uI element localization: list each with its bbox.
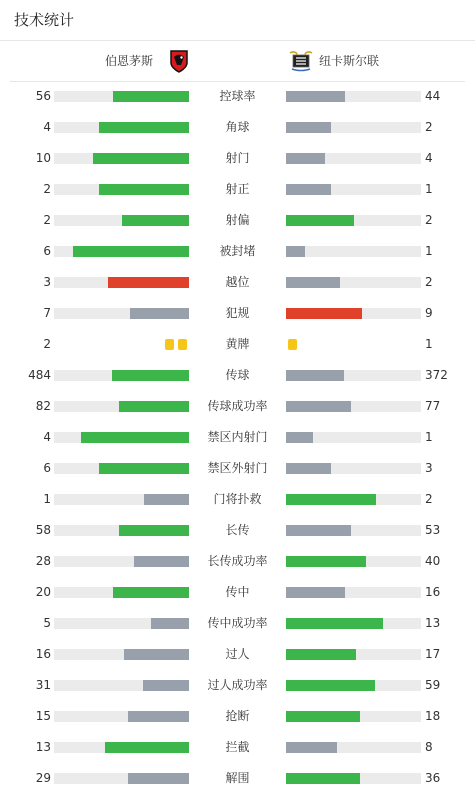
home-stat-value: 484 [28, 368, 51, 382]
away-stat-bar [286, 308, 421, 319]
stat-label: 禁区内射门 [207, 430, 268, 444]
home-stat-bar [54, 494, 189, 505]
away-stat-bar [286, 246, 421, 257]
away-stat-value: 40 [425, 554, 441, 568]
home-stat-bar-fill [119, 401, 189, 412]
away-stat-bar [286, 401, 421, 412]
home-stat-bar-fill [108, 277, 189, 288]
away-stat-value: 372 [425, 368, 448, 382]
home-stat-value: 6 [43, 461, 51, 475]
stat-row [0, 112, 475, 143]
stat-row [0, 608, 475, 639]
away-stat-bar-fill [286, 277, 340, 288]
stat-label: 传中 [225, 585, 250, 599]
away-stat-bar-fill [286, 463, 331, 474]
home-stat-bar [54, 463, 189, 474]
away-stat-bar-fill [286, 525, 351, 536]
home-stat-bar [54, 401, 189, 412]
away-stat-bar [286, 711, 421, 722]
home-team-name[interactable]: 伯恩茅斯 [104, 54, 153, 68]
home-stat-bar-fill [113, 91, 189, 102]
away-stat-value: 36 [425, 771, 441, 785]
stat-label: 射门 [225, 151, 250, 165]
home-stat-bar [54, 184, 189, 195]
away-stat-value: 4 [425, 151, 433, 165]
away-stat-bar-fill [286, 215, 354, 226]
home-stat-bar [54, 742, 189, 753]
page-title: 技术统计 [0, 0, 475, 41]
home-stat-bar [54, 246, 189, 257]
home-stat-bar-fill [99, 122, 189, 133]
stat-label: 长传成功率 [207, 554, 268, 568]
stat-row [0, 174, 475, 205]
stat-label: 解围 [225, 771, 250, 785]
away-stat-value: 2 [425, 120, 433, 134]
stat-label: 越位 [225, 275, 250, 289]
away-stat-value: 59 [425, 678, 441, 692]
home-stat-bar [54, 618, 189, 629]
away-stat-bar [286, 680, 421, 691]
home-stat-value: 1 [43, 492, 51, 506]
stat-row [0, 763, 475, 794]
home-stat-bar [54, 122, 189, 133]
home-stat-bar [54, 153, 189, 164]
away-stat-value: 1 [425, 182, 433, 196]
stat-label: 射偏 [225, 213, 250, 227]
away-stat-value: 17 [425, 647, 441, 661]
away-stat-bar-fill [286, 370, 344, 381]
stat-label: 黄牌 [225, 337, 250, 351]
home-stat-value: 58 [35, 523, 51, 537]
stat-row [0, 329, 475, 360]
away-stat-bar [286, 277, 421, 288]
stat-row [0, 670, 475, 701]
home-stat-value: 4 [43, 430, 51, 444]
home-stat-value: 3 [43, 275, 51, 289]
home-stat-value: 5 [43, 616, 51, 630]
teams-header [10, 41, 465, 82]
away-stat-bar [286, 153, 421, 164]
home-stat-bar-fill [112, 370, 189, 381]
stat-row [0, 546, 475, 577]
home-stat-bar-fill [122, 215, 190, 226]
away-stat-bar [286, 773, 421, 784]
home-stat-bar-fill [99, 184, 189, 195]
stat-row [0, 577, 475, 608]
stat-row [0, 205, 475, 236]
away-stat-bar-fill [286, 711, 360, 722]
away-stat-value: 77 [425, 399, 441, 413]
away-stat-bar [286, 587, 421, 598]
stat-label: 传中成功率 [207, 616, 268, 630]
home-stat-bar-fill [113, 587, 189, 598]
away-stat-bar-fill [286, 91, 345, 102]
away-stat-bar-fill [286, 618, 383, 629]
home-stat-value: 4 [43, 120, 51, 134]
home-stat-bar [54, 587, 189, 598]
home-stat-value: 7 [43, 306, 51, 320]
home-stat-value: 13 [35, 740, 51, 754]
away-stat-bar [286, 184, 421, 195]
stat-row [0, 81, 475, 112]
stat-label: 控球率 [219, 89, 256, 103]
stat-row [0, 515, 475, 546]
away-stat-bar-fill [286, 494, 376, 505]
away-stat-bar [286, 494, 421, 505]
home-stat-bar [54, 215, 189, 226]
away-stat-value: 2 [425, 492, 433, 506]
home-stat-bar-fill [93, 153, 189, 164]
away-stat-value: 1 [425, 430, 433, 444]
home-stat-value: 20 [35, 585, 51, 599]
away-team-name[interactable]: 纽卡斯尔联 [319, 54, 380, 68]
away-stat-value: 8 [425, 740, 433, 754]
stat-row [0, 143, 475, 174]
stat-label: 传球成功率 [207, 399, 268, 413]
away-stat-value: 44 [425, 89, 441, 103]
yellow-card-icon [178, 339, 187, 350]
bournemouth-crest-icon[interactable] [168, 49, 190, 77]
stat-row [0, 298, 475, 329]
away-yellow-cards [286, 339, 299, 351]
away-stat-bar-fill [286, 401, 351, 412]
home-stat-value: 2 [43, 182, 51, 196]
away-stat-bar-fill [286, 184, 331, 195]
away-stat-value: 9 [425, 306, 433, 320]
away-stat-value: 3 [425, 461, 433, 475]
away-stat-value: 16 [425, 585, 441, 599]
yellow-card-icon [165, 339, 174, 350]
stat-label: 长传 [225, 523, 250, 537]
away-stat-bar [286, 742, 421, 753]
home-stat-bar [54, 91, 189, 102]
stat-label: 门将扑救 [213, 492, 262, 506]
newcastle-crest-icon[interactable] [288, 49, 314, 77]
home-stat-value: 31 [35, 678, 51, 692]
stat-row [0, 267, 475, 298]
away-stat-value: 53 [425, 523, 441, 537]
away-stat-bar [286, 370, 421, 381]
stat-row [0, 453, 475, 484]
home-stat-bar [54, 556, 189, 567]
away-stat-bar-fill [286, 649, 356, 660]
home-stat-bar-fill [144, 494, 189, 505]
away-stat-bar-fill [286, 680, 375, 691]
home-stat-bar [54, 649, 189, 660]
away-stat-bar [286, 525, 421, 536]
home-yellow-cards [163, 339, 189, 351]
home-stat-value: 2 [43, 337, 51, 351]
stat-label: 犯规 [225, 306, 250, 320]
home-stat-value: 15 [35, 709, 51, 723]
home-stat-bar-fill [105, 742, 189, 753]
stat-row [0, 639, 475, 670]
stat-row [0, 422, 475, 453]
home-stat-bar-fill [124, 649, 189, 660]
home-stat-bar-fill [143, 680, 189, 691]
away-stat-value: 2 [425, 213, 433, 227]
home-stat-value: 28 [35, 554, 51, 568]
yellow-card-icon [288, 339, 297, 350]
away-stat-bar [286, 649, 421, 660]
home-stat-bar [54, 432, 189, 443]
home-stat-value: 10 [35, 151, 51, 165]
away-stat-bar-fill [286, 122, 331, 133]
home-stat-value: 2 [43, 213, 51, 227]
stat-label: 禁区外射门 [207, 461, 268, 475]
away-stat-bar [286, 463, 421, 474]
away-stat-bar-fill [286, 246, 305, 257]
away-stat-bar [286, 215, 421, 226]
home-stat-bar-fill [73, 246, 189, 257]
home-stat-bar [54, 711, 189, 722]
home-stat-bar-fill [119, 525, 189, 536]
away-stat-value: 1 [425, 244, 433, 258]
stat-label: 被封堵 [219, 244, 256, 258]
home-stat-bar [54, 773, 189, 784]
home-stat-bar [54, 680, 189, 691]
away-stat-bar-fill [286, 432, 313, 443]
home-stat-bar-fill [81, 432, 189, 443]
home-stat-bar-fill [151, 618, 189, 629]
away-stat-bar [286, 91, 421, 102]
away-stat-value: 18 [425, 709, 441, 723]
home-stat-bar-fill [130, 308, 189, 319]
home-stat-bar-fill [134, 556, 189, 567]
stat-label: 过人 [225, 647, 250, 661]
stats-list [0, 81, 475, 794]
stat-label: 角球 [225, 120, 250, 134]
home-stat-value: 56 [35, 89, 51, 103]
home-stat-bar [54, 277, 189, 288]
stat-row [0, 732, 475, 763]
home-stat-bar-fill [99, 463, 189, 474]
home-stat-value: 29 [35, 771, 51, 785]
stat-row [0, 236, 475, 267]
away-stat-bar-fill [286, 308, 362, 319]
stat-row [0, 391, 475, 422]
home-stat-bar-fill [128, 711, 189, 722]
away-stat-bar-fill [286, 153, 325, 164]
home-stat-bar [54, 308, 189, 319]
away-stat-bar-fill [286, 556, 366, 567]
away-stat-bar-fill [286, 742, 337, 753]
stat-label: 拦截 [225, 740, 250, 754]
away-stat-bar-fill [286, 773, 360, 784]
stat-label: 抢断 [225, 709, 250, 723]
away-stat-bar [286, 432, 421, 443]
stat-row [0, 360, 475, 391]
away-stat-bar [286, 122, 421, 133]
home-stat-bar [54, 370, 189, 381]
stat-row [0, 484, 475, 515]
home-stat-value: 16 [35, 647, 51, 661]
away-stat-value: 1 [425, 337, 433, 351]
home-stat-bar [54, 525, 189, 536]
home-stat-bar-fill [128, 773, 189, 784]
stat-row [0, 701, 475, 732]
away-stat-value: 2 [425, 275, 433, 289]
stat-label: 传球 [225, 368, 250, 382]
home-stat-value: 6 [43, 244, 51, 258]
away-stat-value: 13 [425, 616, 441, 630]
home-stat-value: 82 [35, 399, 51, 413]
away-stat-bar [286, 556, 421, 567]
stat-label: 过人成功率 [207, 678, 268, 692]
away-stat-bar [286, 618, 421, 629]
stat-label: 射正 [225, 182, 250, 196]
away-stat-bar-fill [286, 587, 345, 598]
